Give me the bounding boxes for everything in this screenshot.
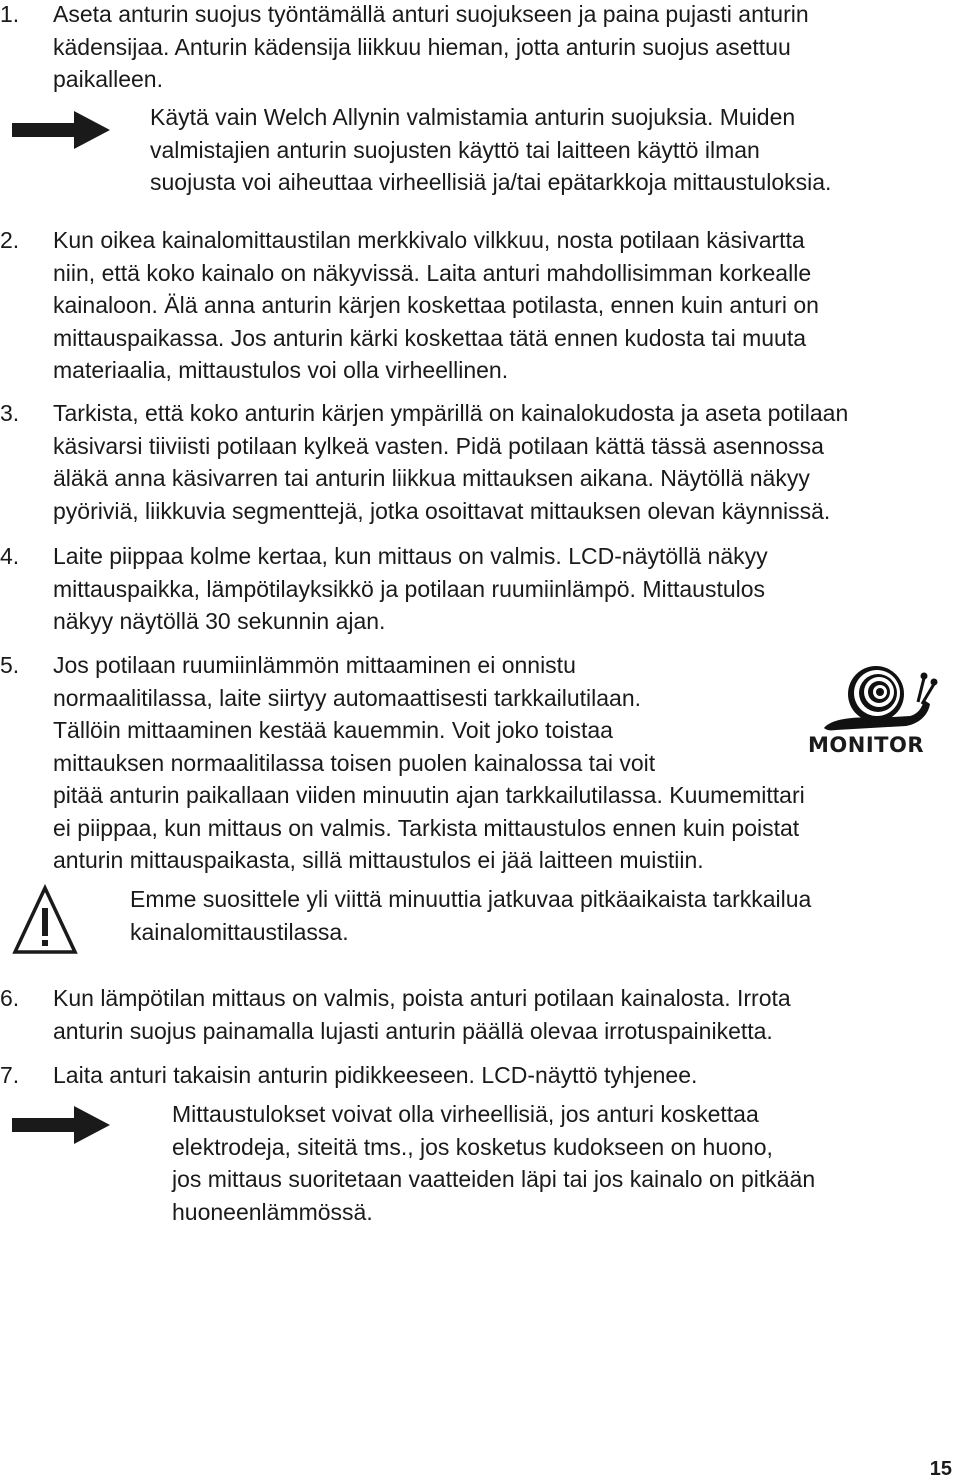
- text-line: käsivarsi tiiviisti potilaan kylkeä vasten. Pidä potilaan kättä tässä asennossa: [53, 432, 824, 459]
- text-line: jos mittaus suoritetaan vaatteiden läpi tai jos kainalo on pitkään: [172, 1166, 816, 1192]
- text-line: pyöriviä, liikkuvia segmenttejä, jotka osoittavat mittauksen olevan käynnissä.: [53, 497, 831, 524]
- text-line: niin, että koko kainalo on näkyvissä. Laita anturi mahdollisimman korkealle: [53, 259, 812, 286]
- monitor-label: MONITOR: [808, 733, 924, 757]
- text-line: mittauspaikka, lämpötilayksikkö ja potilaan ruumiinlämpö. Mittaustulos: [53, 575, 766, 602]
- text-line: Laita anturi takaisin anturin pidikkeeseen. LCD-näyttö tyhjenee.: [53, 1062, 698, 1088]
- text-line: kädensijaa. Anturin kädensija liikkuu hieman, jotta anturin suojus asettuu: [53, 33, 791, 60]
- warning-note: [130, 883, 811, 948]
- step-number: 4.: [0, 543, 20, 569]
- text-line: Laite piippaa kolme kertaa, kun mittaus on valmis. LCD-näytöllä näkyy: [53, 543, 768, 569]
- text-line: huoneenlämmössä.: [172, 1198, 373, 1225]
- text-line: Jos potilaan ruumiinlämmön mittaaminen ei onnistu: [53, 652, 576, 678]
- arrow-right-icon: [12, 1106, 110, 1144]
- text-line: elektrodeja, siteitä tms., jos kosketus kudokseen on huono,: [172, 1133, 773, 1160]
- arrow-right-icon: [12, 111, 110, 149]
- text-line: paikalleen.: [53, 66, 163, 92]
- text-line: Käytä vain Welch Allynin valmistamia anturin suojuksia. Muiden: [150, 104, 796, 130]
- step-text: [53, 0, 809, 96]
- monitor-mode-icon: [806, 664, 938, 760]
- text-line: mittauksen normaalitilassa toisen puolen kainalossa tai voit: [53, 749, 656, 776]
- text-line: näkyy näytöllä 30 sekunnin ajan.: [53, 608, 386, 634]
- text-line: Tällöin mittaaminen kestää kauemmin. Voit joko toistaa: [53, 717, 613, 743]
- text-line: Emme suosittele yli viittä minuuttia jatkuvaa pitkäaikaista tarkkailua: [130, 886, 812, 912]
- step-text: [53, 224, 819, 387]
- step-text: [53, 649, 805, 877]
- text-line: Aseta anturin suojus työntämällä anturi suojukseen ja paina pujasti anturin: [53, 1, 809, 27]
- step-text: [53, 1059, 697, 1092]
- step-number: 2.: [0, 227, 20, 253]
- step-text: [53, 397, 848, 527]
- text-line: suojusta voi aiheuttaa virheellisiä ja/tai epätarkkoja mittaustuloksia.: [150, 169, 832, 195]
- note-1: [150, 101, 831, 199]
- text-line: materiaalia, mittaustulos voi olla virheellinen.: [53, 357, 509, 383]
- text-line: normaalitilassa, laite siirtyy automaattisesti tarkkailutilaan.: [53, 684, 642, 711]
- text-line: Tarkista, että koko anturin kärjen ympärillä on kainalokudosta ja aseta potilaan: [53, 400, 849, 426]
- text-line: Kun lämpötilan mittaus on valmis, poista anturi potilaan kainalosta. Irrota: [53, 985, 791, 1011]
- warning-triangle-icon: [12, 884, 78, 956]
- step-text: [53, 982, 791, 1047]
- text-line: kainalomittaustilassa.: [130, 918, 349, 945]
- text-line: äläkä anna käsivarren tai anturin liikkua mittauksen aikana. Näytöllä näkyy: [53, 465, 810, 491]
- step-number: 7.: [0, 1062, 20, 1088]
- text-line: ei piippaa, kun mittaus on valmis. Tarkista mittaustulos ennen kuin poistat: [53, 814, 800, 841]
- text-line: Kun oikea kainalomittaustilan merkkivalo vilkkuu, nosta potilaan käsivartta: [53, 227, 805, 253]
- text-line: kainaloon. Älä anna anturin kärjen koskettaa potilasta, ennen kuin anturi on: [53, 292, 819, 318]
- text-line: Mittaustulokset voivat olla virheellisiä, jos anturi koskettaa: [172, 1101, 759, 1127]
- text-line: pitää anturin paikallaan viiden minuutin ajan tarkkailutilassa. Kuumemittari: [53, 782, 805, 808]
- text-line: anturin suojus painamalla lujasti anturin päällä olevaa irrotuspainiketta.: [53, 1017, 773, 1044]
- step-number: 5.: [0, 652, 20, 678]
- snail-icon: [806, 664, 938, 734]
- step-text: [53, 540, 768, 638]
- step-number: 6.: [0, 985, 20, 1011]
- step-number: 3.: [0, 400, 20, 426]
- text-line: anturin mittauspaikasta, sillä mittaustulos ei jää laitteen muistiin.: [53, 847, 704, 873]
- step-number: 1.: [0, 1, 20, 27]
- page-number: 15: [929, 1458, 952, 1480]
- note-2: [172, 1098, 815, 1228]
- text-line: valmistajien anturin suojusten käyttö tai laitteen käyttö ilman: [150, 136, 760, 163]
- text-line: mittauspaikassa. Jos anturin kärki koskettaa tätä ennen kudosta tai muuta: [53, 324, 807, 351]
